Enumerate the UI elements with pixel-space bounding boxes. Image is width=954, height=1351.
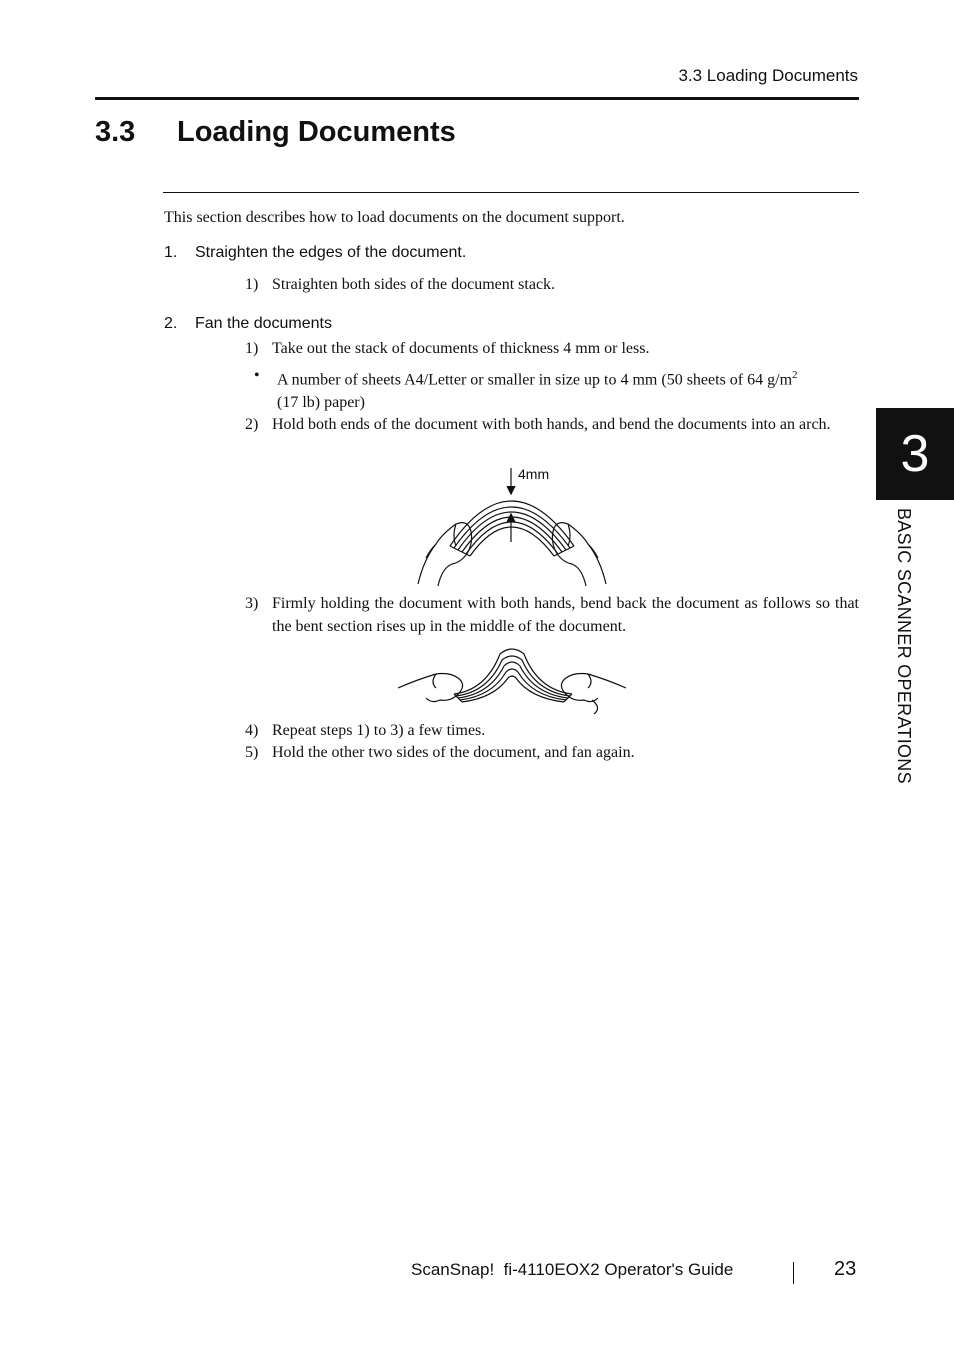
substep-text: Firmly holding the document with both hands, bend back the document as follows so that the bent section rises up in the middle of the document. [272,595,859,635]
page-number: 23 [834,1258,857,1280]
bullet-text-continued: (17 lb) paper) [277,394,365,412]
bullet-note [254,364,859,414]
left-hand-icon [398,674,463,702]
substep-text: Take out the stack of documents of thickness 4 mm or less. [272,340,650,357]
substep-2-5 [245,741,859,764]
running-header: 3.3 Loading Documents [678,66,858,85]
step-title: Straighten the edges of the document. [195,244,467,261]
intro-paragraph: This section describes how to load documents on the document support. [164,209,625,226]
step-number: 1. [164,244,178,261]
substep-text: Hold the other two sides of the document, and fan again. [272,744,635,761]
substep-text: Straighten both sides of the document stack. [272,276,556,293]
section-title-text: Loading Documents [177,116,456,148]
paper-stack [450,501,574,556]
step-number: 2. [164,315,178,332]
arrow-head [507,486,515,494]
step-title: Fan the documents [195,315,332,332]
step-2-heading [164,315,332,333]
chapter-label: BASIC SCANNER OPERATIONS [894,508,914,784]
left-hand-icon [418,523,472,586]
bullet-text: A number of sheets A4/Letter or smaller in size up to 4 mm (50 sheets of 64 g/m [277,371,793,389]
arch-bend-illustration [412,464,612,588]
substep-2-2 [245,413,859,436]
section-number: 3.3 [95,116,136,148]
bend-back-illustration [396,644,628,716]
substep-2-3 [245,592,859,638]
step-1-heading [164,244,466,262]
substep-text: Repeat steps 1) to 3) a few times. [272,722,486,739]
title-rule [163,192,859,193]
right-hand-icon [552,523,606,586]
substep-number: 5) [245,744,259,761]
chapter-number: 3 [900,425,930,483]
substep-2-1 [245,337,859,360]
substep-text: Hold both ends of the document with both hands, and bend the documents into an arch. [272,416,831,433]
superscript: 2 [792,369,798,381]
arrow-head [507,514,515,522]
substep-number: 1) [245,340,259,357]
thickness-label: 4mm [518,466,550,482]
substep-number: 2) [245,416,259,433]
page-title [95,116,456,149]
substep-number: 1) [245,276,259,293]
paper-stack [454,649,572,702]
bullet-icon: • [254,367,260,384]
substep-number: 4) [245,722,259,739]
footer-guide-title: ScanSnap! fi-4110EOX2 Operator's Guide [411,1260,734,1279]
substep-1-1 [245,273,859,296]
footer-separator [793,1262,794,1284]
substep-2-4 [245,719,859,742]
substep-number: 3) [245,595,259,612]
header-rule [95,97,859,100]
